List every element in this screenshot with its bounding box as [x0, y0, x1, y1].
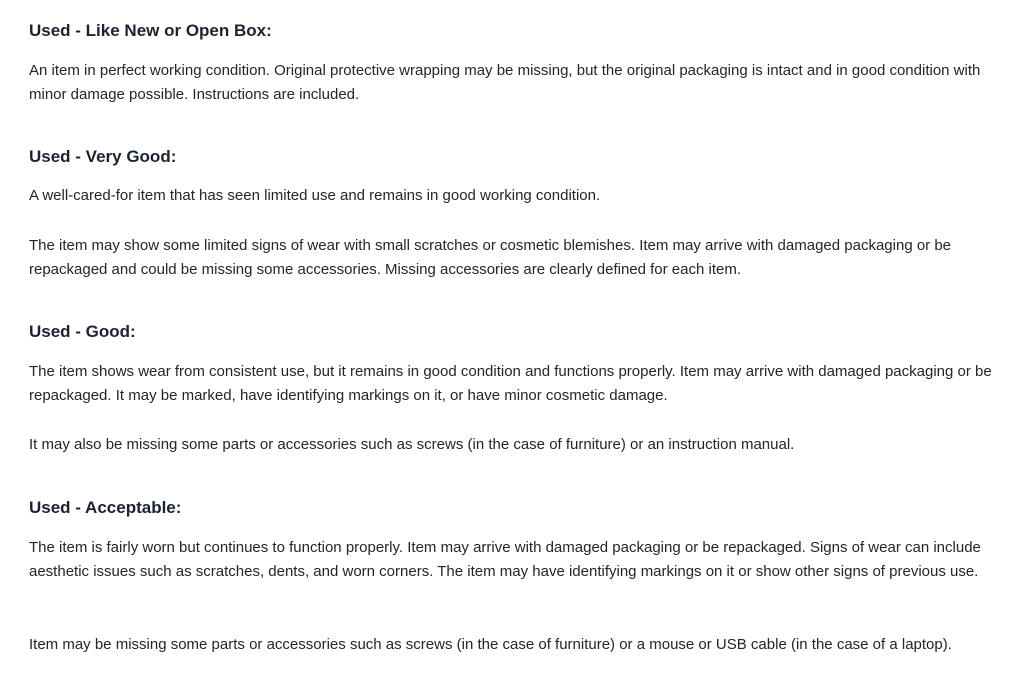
condition-description-very-good: A well-cared-for item that has seen limited use and remains in good working condition.: [29, 187, 601, 204]
condition-details-good: It may also be missing some parts or accessories such as screws (in the case of furniture) or an instruction manual.: [29, 436, 795, 453]
condition-heading-acceptable: Used - Acceptable:: [29, 498, 182, 517]
condition-details-acceptable: Item may be missing some parts or accessories such as screws (in the case of furniture) or a mouse or USB cable (in the case of a laptop).: [29, 636, 952, 653]
condition-description-acceptable: The item is fairly worn but continues to function properly. Item may arrive with damaged packaging or be repackaged. Signs of wear can include aesthetic issues such as scratches, dents, and worn corners. The item may have identifying markings on it or show other signs of previous use.: [29, 539, 981, 580]
condition-heading-like-new: Used - Like New or Open Box:: [29, 21, 272, 40]
condition-description-like-new: An item in perfect working condition. Original protective wrapping may be missing, but the original packaging is intact and in good condition with minor damage possible. Instructions are included.: [29, 62, 981, 103]
condition-heading-good: Used - Good:: [29, 322, 136, 341]
condition-description-good: The item shows wear from consistent use, but it remains in good condition and functions properly. Item may arrive with damaged packaging or be repackaged. It may be marked, have identifying markings on it, or have minor cosmetic damage.: [29, 363, 992, 404]
condition-details-very-good: The item may show some limited signs of wear with small scratches or cosmetic blemishes. Item may arrive with damaged packaging or be repackaged and could be missing some accessories. Missing accessories are clearly defined for each item.: [29, 237, 952, 278]
condition-heading-very-good: Used - Very Good:: [29, 147, 177, 166]
